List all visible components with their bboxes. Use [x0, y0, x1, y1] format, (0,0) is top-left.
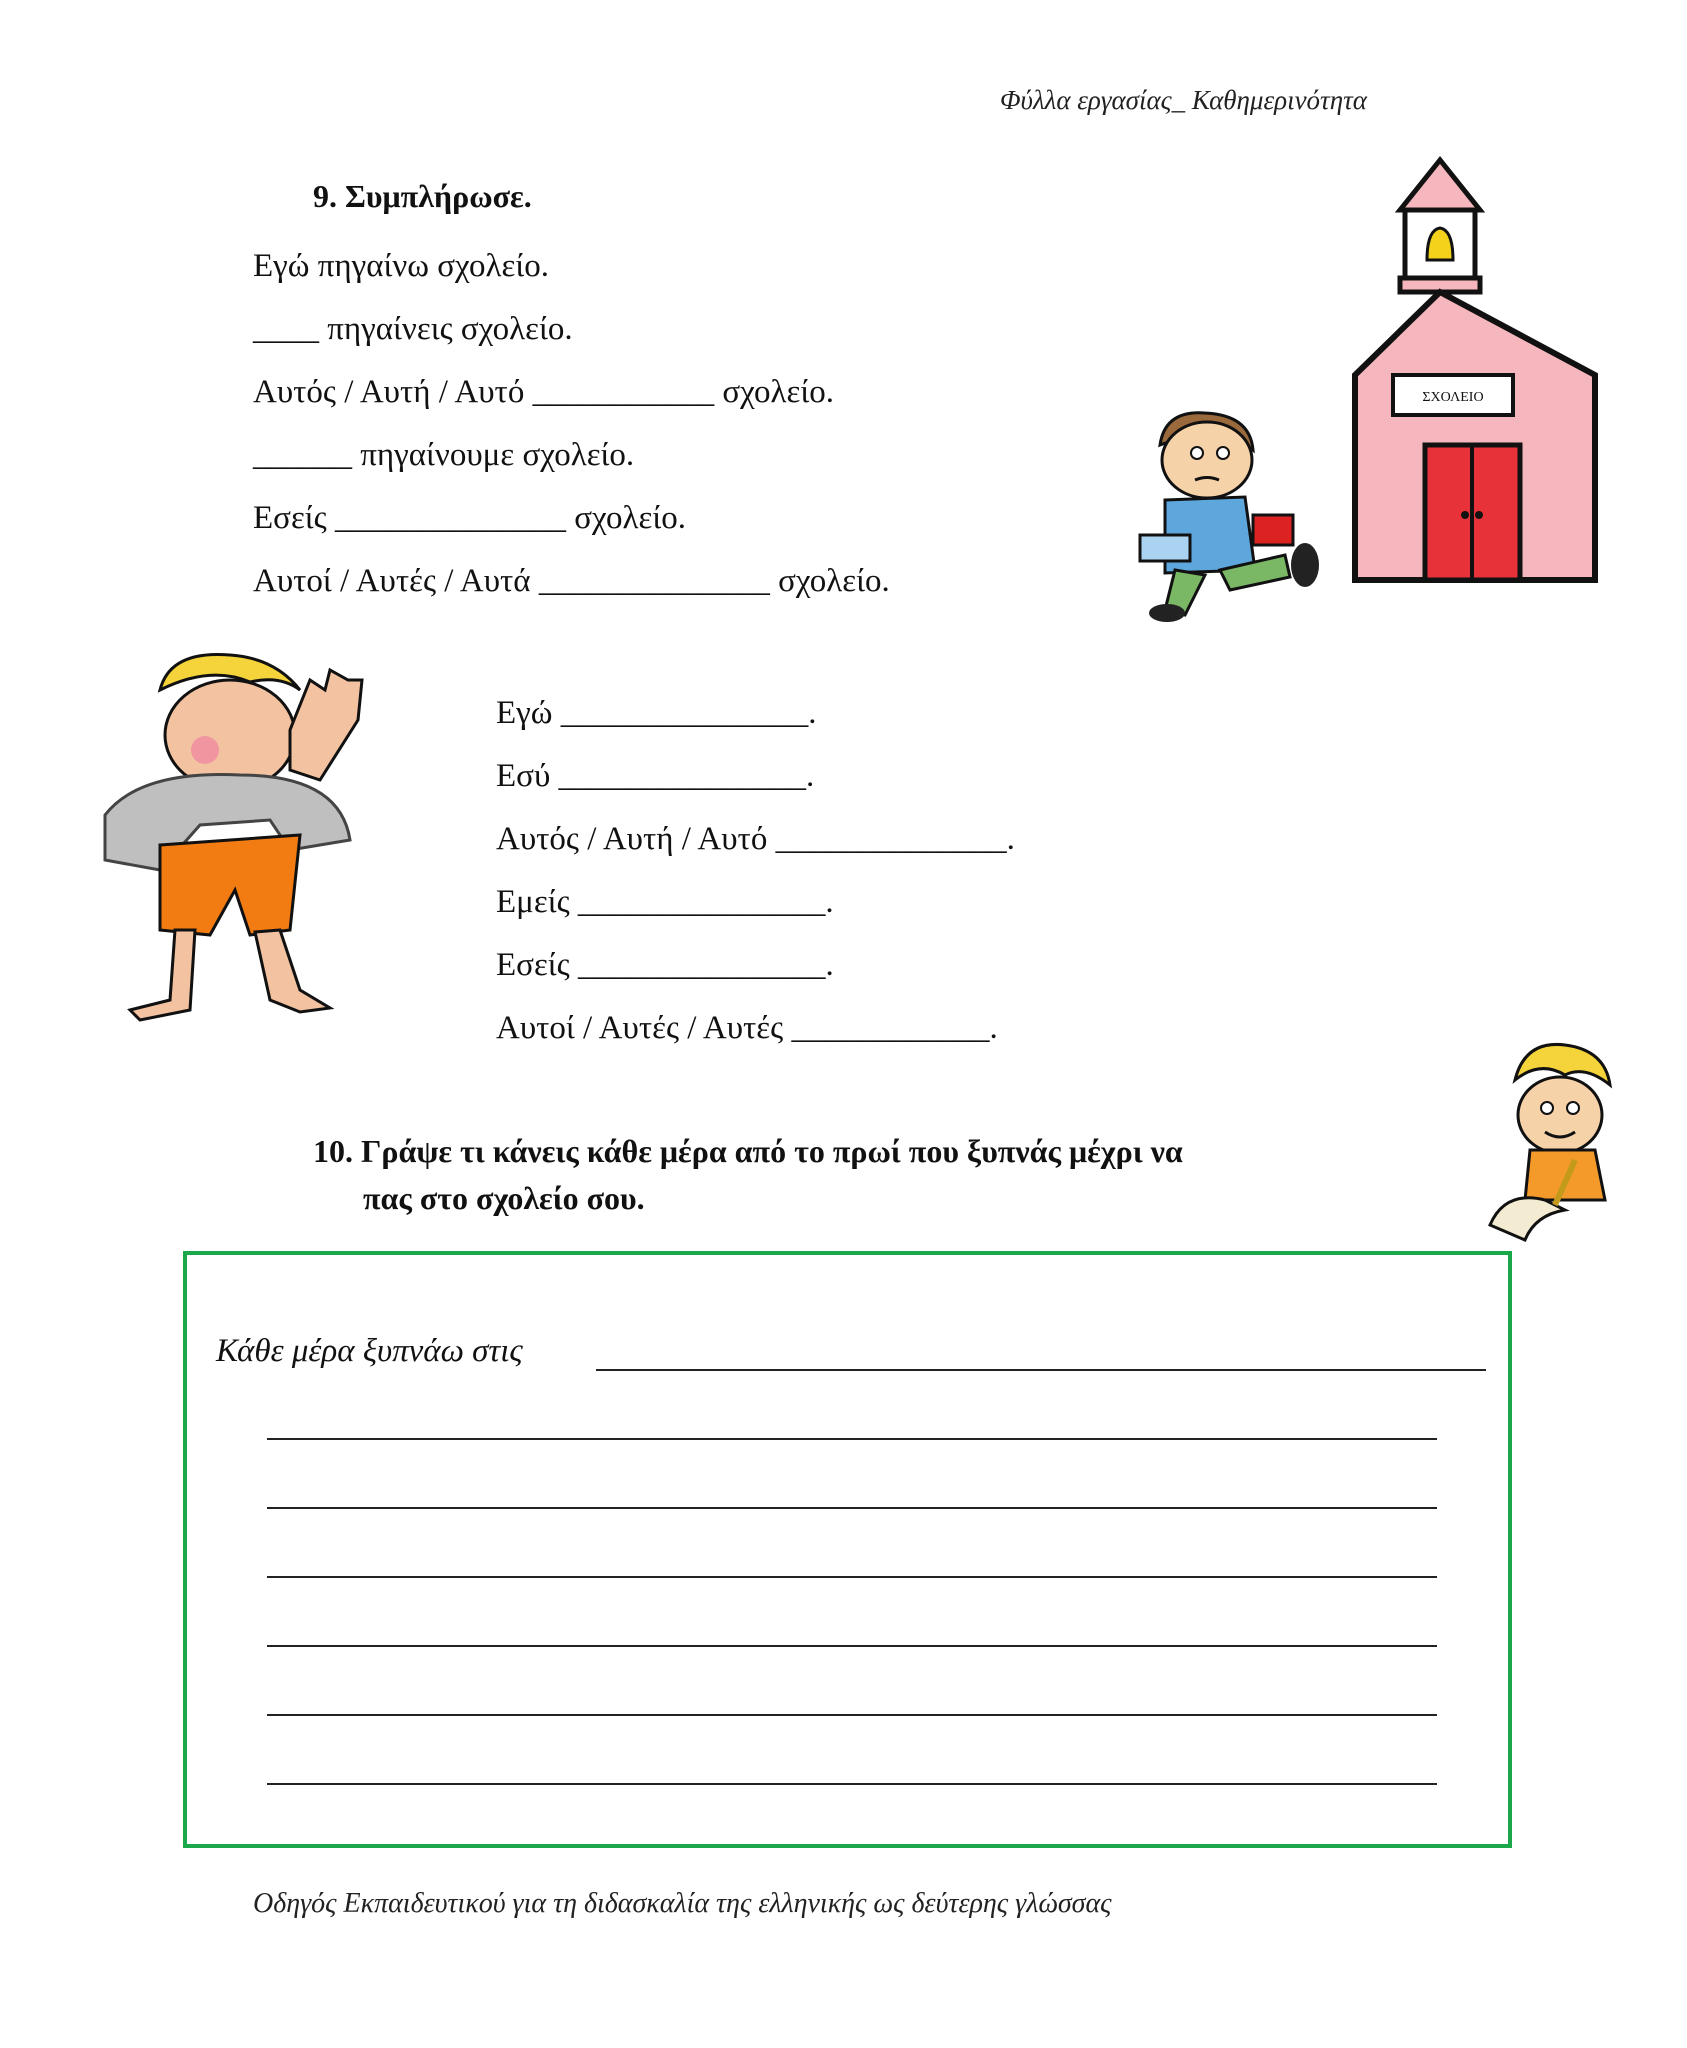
answer-line[interactable] — [267, 1438, 1437, 1440]
exercise-9-line-6: Αυτοί / Αυτές / Αυτά ______________ σχολείο. — [253, 563, 890, 599]
answer-line-first[interactable] — [596, 1369, 1486, 1371]
exercise-9-title: 9. Συμπλήρωσε. — [313, 178, 532, 214]
exercise-9b-line-5: Εσείς _______________. — [496, 947, 834, 983]
exercise-9b-line-6: Αυτοί / Αυτές / Αυτές ____________. — [496, 1010, 998, 1046]
school-sign-text: ΣΧΟΛΕΙΟ — [1422, 390, 1484, 405]
school-building-image — [1355, 160, 1595, 585]
exercise-9-line-3: Αυτός / Αυτή / Αυτό ___________ σχολείο. — [253, 374, 835, 410]
writing-start-text: Κάθε μέρα ξυπνάω στις — [216, 1333, 523, 1369]
page-header: Φύλλα εργασίας_ Καθημερινότητα — [1000, 85, 1367, 115]
exercise-10-title-line-2: πας στο σχολείο σου. — [363, 1180, 645, 1216]
exercise-9b-line-3: Αυτός / Αυτή / Αυτό ______________. — [496, 821, 1015, 857]
answer-line[interactable] — [267, 1645, 1437, 1647]
answer-line[interactable] — [267, 1783, 1437, 1785]
answer-line[interactable] — [267, 1507, 1437, 1509]
answer-line[interactable] — [267, 1576, 1437, 1578]
boy-writing-image — [1485, 1040, 1625, 1245]
exercise-9-line-5: Εσείς ______________ σχολείο. — [253, 500, 686, 536]
exercise-9b-line-2: Εσύ _______________. — [496, 758, 815, 794]
boy-thinking-image — [100, 650, 380, 1035]
exercise-9b-line-1: Εγώ _______________. — [496, 695, 817, 731]
boy-walking-image — [1135, 405, 1335, 630]
exercise-9b-line-4: Εμείς _______________. — [496, 884, 834, 920]
page-footer: Οδηγός Εκπαιδευτικού για τη διδασκαλία της ελληνικής ως δεύτερης γλώσσας — [253, 1888, 1112, 1919]
exercise-10-title-line-1: 10. Γράψε τι κάνεις κάθε μέρα από το πρωί που ξυπνάς μέχρι να — [313, 1133, 1183, 1169]
answer-line[interactable] — [267, 1714, 1437, 1716]
exercise-9-line-4: ______ πηγαίνουμε σχολείο. — [253, 437, 635, 473]
exercise-9-line-2: ____ πηγαίνεις σχολείο. — [253, 311, 573, 347]
exercise-9-line-1: Εγώ πηγαίνω σχολείο. — [253, 248, 549, 284]
